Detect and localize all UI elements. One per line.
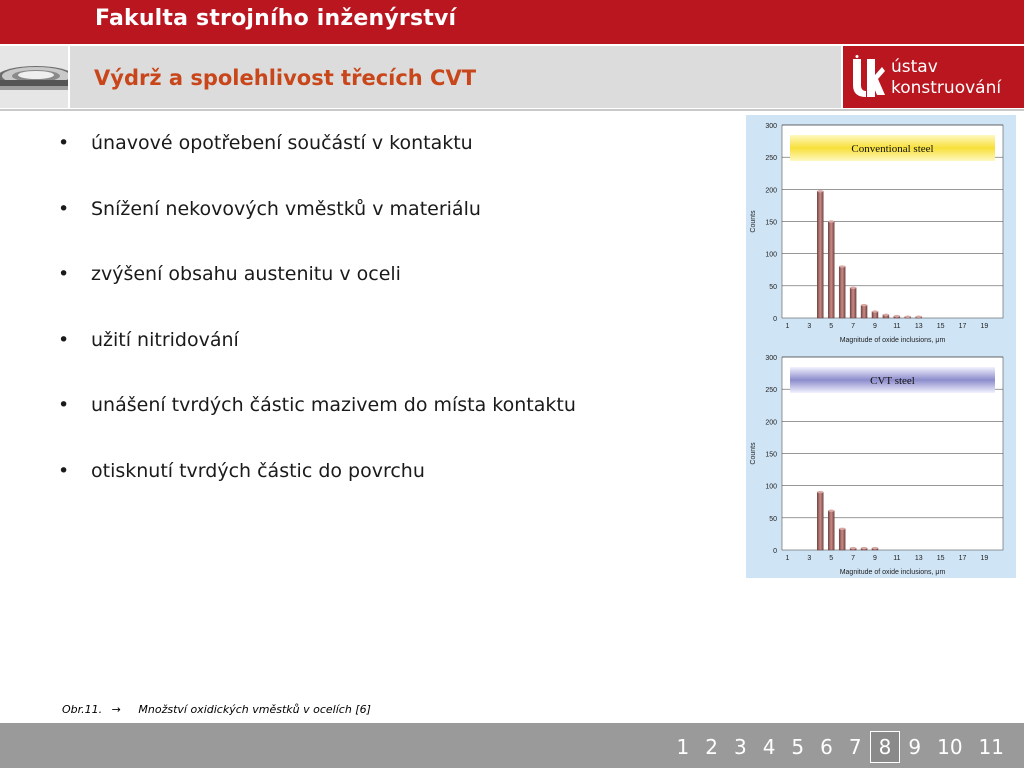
page-link-3[interactable]: 3: [733, 735, 747, 759]
bar-cap: [872, 547, 878, 549]
bar-cap: [894, 315, 900, 317]
bullet-item: • otisknutí tvrdých částic do povrchu: [58, 460, 576, 526]
bearing-image: [0, 46, 68, 108]
oxide-inclusions-charts: [746, 115, 1016, 578]
x-tick-label: 9: [873, 555, 877, 562]
y-tick-label: 250: [765, 387, 777, 395]
bullet-list: [58, 132, 576, 525]
page-link-2[interactable]: 2: [705, 735, 718, 759]
pagination: [668, 731, 1012, 763]
uk-logo-icon: [851, 55, 885, 101]
bar-cap: [828, 220, 834, 222]
logo-text: [891, 57, 1001, 99]
y-tick-label: 200: [765, 419, 777, 427]
y-tick-label: 200: [765, 187, 777, 195]
faculty-title: Fakulta strojního inženýrství: [95, 6, 457, 31]
bar: [828, 222, 834, 319]
x-tick-label: 1: [785, 555, 790, 562]
page-link-8[interactable]: 8: [870, 731, 901, 763]
header-bar: [0, 0, 1024, 44]
bar-cap: [828, 510, 834, 512]
y-tick-label: 100: [765, 483, 777, 491]
x-tick-label: 3: [807, 555, 812, 562]
x-tick-label: 19: [980, 555, 989, 562]
divider: [0, 109, 1024, 111]
bullet-item: • zvýšení obsahu austenitu v oceli: [58, 263, 576, 329]
bar-cap: [839, 528, 845, 530]
bar: [817, 191, 823, 318]
subtitle-area: [70, 46, 841, 108]
page-link-11[interactable]: 11: [978, 735, 1004, 759]
bar: [839, 267, 845, 318]
x-tick-label: 13: [914, 323, 923, 330]
chart-title: CVT steel: [870, 375, 915, 387]
bar-cap: [861, 304, 867, 306]
bullet-item: • únavové opotřebení součástí v kontaktu: [58, 132, 576, 198]
bearing-icon: [0, 46, 68, 108]
bar-cap: [861, 547, 867, 549]
y-axis-label: Counts: [750, 442, 757, 465]
x-tick-label: 1: [785, 323, 790, 330]
x-tick-label: 15: [936, 555, 945, 562]
logo-line-2: konstruování: [891, 78, 1002, 98]
x-tick-label: 11: [893, 555, 901, 562]
y-tick-label: 300: [765, 123, 777, 130]
x-tick-label: 5: [829, 555, 834, 562]
y-tick-label: 100: [765, 251, 777, 259]
bar: [817, 492, 823, 550]
figure-caption: [62, 703, 371, 716]
footer-bar: [0, 723, 1024, 768]
x-tick-label: 7: [851, 323, 856, 330]
page-link-1[interactable]: 1: [676, 735, 690, 759]
page-link-7[interactable]: 7: [848, 735, 862, 759]
bar: [839, 529, 845, 550]
bar: [850, 288, 856, 318]
x-tick-label: 17: [958, 555, 967, 562]
arrow-icon: →: [111, 703, 121, 716]
bar-cap: [905, 316, 911, 318]
caption-label: Obr.11.: [62, 703, 103, 716]
bar-cap: [817, 190, 823, 192]
logo-line-1: ústav: [891, 57, 938, 77]
x-axis-label: Magnitude of oxide inclusions, μm: [839, 569, 946, 576]
bar-cap: [817, 491, 823, 493]
bar-cap: [872, 310, 878, 312]
x-tick-label: 17: [958, 323, 967, 330]
bar-cap: [850, 547, 856, 549]
bar: [828, 511, 834, 550]
slide-title: Výdrž a spolehlivost třecích CVT: [94, 66, 477, 90]
x-tick-label: 3: [807, 323, 812, 330]
bar: [861, 305, 867, 318]
y-tick-label: 0: [773, 316, 777, 323]
y-tick-label: 150: [765, 451, 777, 459]
x-tick-label: 9: [873, 323, 877, 330]
chart-title: Conventional steel: [851, 143, 934, 155]
y-axis-label: Counts: [750, 210, 757, 233]
y-tick-label: 300: [765, 355, 777, 362]
x-tick-label: 5: [829, 323, 834, 330]
page-link-5[interactable]: 5: [791, 735, 805, 759]
page-link-9[interactable]: 9: [908, 735, 922, 759]
y-tick-label: 0: [773, 548, 777, 555]
x-tick-label: 13: [914, 555, 923, 562]
page-link-4[interactable]: 4: [762, 735, 776, 759]
y-tick-label: 50: [769, 515, 777, 523]
department-logo[interactable]: [843, 46, 1024, 108]
x-axis-label: Magnitude of oxide inclusions, μm: [839, 337, 946, 344]
bar-cap: [916, 316, 922, 318]
bullet-item: • užití nitridování: [58, 329, 576, 395]
page-link-6[interactable]: 6: [820, 735, 833, 759]
x-tick-label: 11: [893, 323, 901, 330]
y-tick-label: 150: [765, 219, 777, 227]
y-tick-label: 50: [769, 283, 777, 291]
bullet-item: • Snížení nekovových vměstků v materiálu: [58, 198, 576, 264]
x-tick-label: 15: [936, 323, 945, 330]
page-link-10[interactable]: 10: [937, 735, 963, 759]
x-tick-label: 19: [980, 323, 989, 330]
bar-cap: [839, 265, 845, 267]
caption-text: Množství oxidických vměstků v ocelích [6]: [138, 703, 371, 716]
bar-cap: [850, 287, 856, 289]
bullet-item: • unášení tvrdých částic mazivem do místa kontaktu: [58, 394, 576, 460]
x-tick-label: 7: [851, 555, 856, 562]
bar-cap: [883, 314, 889, 316]
figure-panel: [746, 115, 1016, 578]
y-tick-label: 250: [765, 155, 777, 163]
